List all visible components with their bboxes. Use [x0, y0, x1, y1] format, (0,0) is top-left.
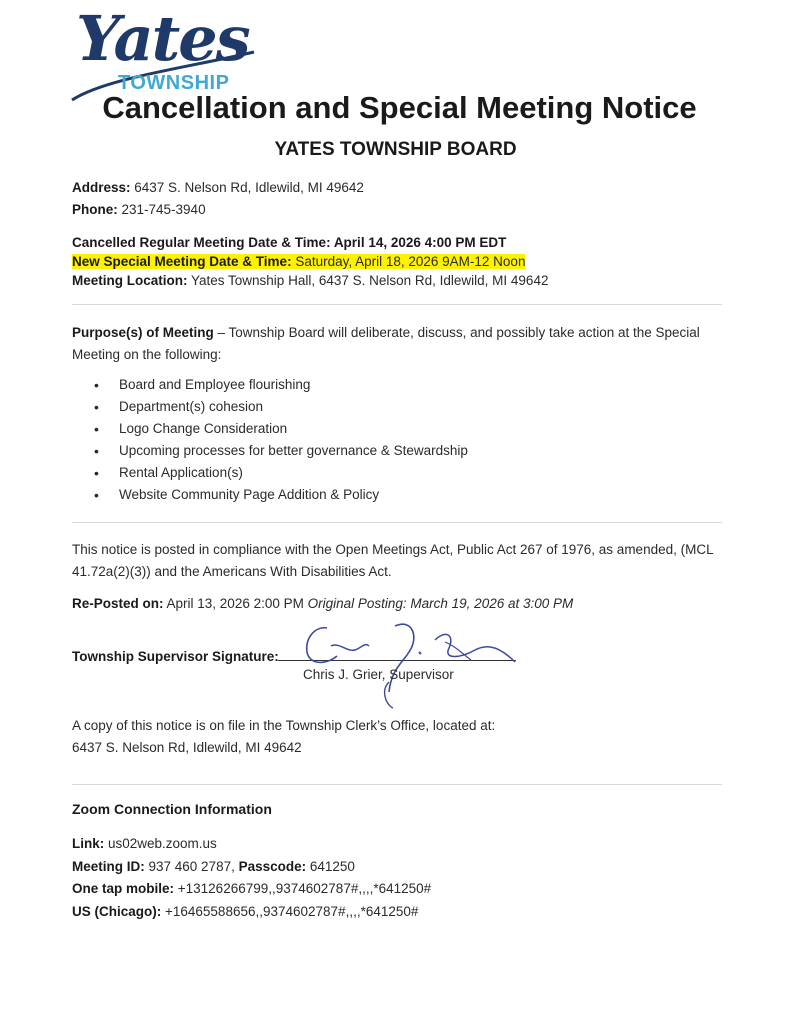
original-posting: Original Posting: March 19, 2026 at 3:00 PM	[307, 596, 574, 611]
reposted-label: Re-Posted on:	[72, 596, 164, 611]
location-line	[72, 272, 548, 290]
board-name: YATES TOWNSHIP BOARD	[274, 139, 517, 160]
purpose-label: Purpose(s) of Meeting	[72, 325, 214, 340]
meeting-id-label: Meeting ID:	[72, 859, 145, 874]
list-item: • Board and Employee flourishing	[72, 374, 468, 396]
one-tap-line	[72, 880, 431, 898]
page-title: Cancellation and Special Meeting Notice	[102, 90, 697, 125]
zoom-section-title: Zoom Connection Information	[72, 801, 272, 817]
phone-value: 231-745-3940	[117, 202, 206, 217]
one-tap-value: +13126266799,,9374602787#,,,,*641250#	[174, 881, 432, 896]
us-chicago-value: +16465588656,,9374602787#,,,,*641250#	[161, 904, 419, 919]
logo-subtitle: TOWNSHIP	[118, 72, 230, 94]
location-label: Meeting Location:	[72, 273, 188, 288]
new-meeting-label: New Special Meeting Date & Time:	[72, 254, 292, 269]
copy-notice-line-2: 6437 S. Nelson Rd, Idlewild, MI 49642	[72, 740, 302, 755]
copy-notice	[72, 715, 732, 759]
divider	[72, 784, 722, 785]
compliance-paragraph: This notice is posted in compliance with the Open Meetings Act, Public Act 267 of 1976, as amended, (MCL 41.72a(2)(3)) and the Americans With Disabilities Act.	[72, 542, 714, 579]
cancelled-meeting-line: Cancelled Regular Meeting Date & Time: April 14, 2026 4:00 PM EDT	[72, 235, 507, 250]
handwritten-signature	[285, 612, 525, 712]
signatory-name: Chris J. Grier, Supervisor	[303, 667, 454, 682]
new-meeting-value: Saturday, April 18, 2026 9AM-12 Noon	[291, 254, 526, 269]
list-item: • Department(s) cohesion	[72, 396, 468, 418]
divider	[72, 522, 722, 523]
us-chicago-label: US (Chicago):	[72, 904, 162, 919]
agenda-list	[72, 374, 468, 506]
passcode-label: Passcode:	[238, 859, 307, 874]
reposted-line	[72, 595, 573, 613]
reposted-value: April 13, 2026 2:00 PM	[163, 596, 308, 611]
phone-line	[72, 201, 206, 219]
purpose-text: – Township Board will deliberate, discuss, and possibly take action at the Special Meeting on the following:	[72, 325, 700, 362]
list-item: • Upcoming processes for better governance & Stewardship	[72, 440, 468, 462]
list-item: • Rental Application(s)	[72, 462, 468, 484]
location-value: Yates Township Hall, 6437 S. Nelson Rd, Idlewild, MI 49642	[187, 273, 549, 288]
one-tap-label: One tap mobile:	[72, 881, 175, 896]
zoom-link-line	[72, 835, 217, 853]
purpose-paragraph	[72, 322, 732, 366]
address-label: Address:	[72, 180, 131, 195]
divider	[72, 304, 722, 305]
signature-label: Township Supervisor Signature:	[72, 649, 279, 664]
meeting-id-value: 937 460 2787,	[144, 859, 239, 874]
list-item: • Website Community Page Addition & Policy	[72, 484, 468, 506]
list-item: • Logo Change Consideration	[72, 418, 468, 440]
address-value: 6437 S. Nelson Rd, Idlewild, MI 49642	[130, 180, 364, 195]
meeting-id-line	[72, 858, 355, 876]
copy-notice-line-1: A copy of this notice is on file in the Township Clerk’s Office, located at:	[72, 718, 496, 733]
zoom-link-value: us02web.zoom.us	[104, 836, 217, 851]
phone-label: Phone:	[72, 202, 118, 217]
us-chicago-line	[72, 903, 418, 921]
address-line	[72, 179, 364, 197]
logo-script-text: Yates	[76, 2, 249, 75]
passcode-value: 641250	[306, 859, 355, 874]
zoom-link-label: Link:	[72, 836, 105, 851]
new-meeting-line	[72, 253, 525, 271]
